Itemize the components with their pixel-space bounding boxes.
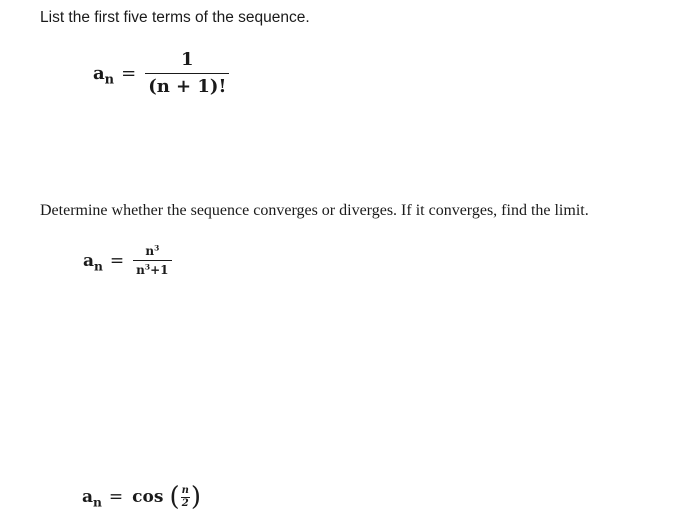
lhs-subscript: n xyxy=(104,72,115,88)
numerator-exponent: 3 xyxy=(154,243,160,253)
sequence-term-label xyxy=(82,487,102,510)
close-paren: ) xyxy=(190,482,202,512)
fraction-denominator xyxy=(133,261,171,279)
fraction-numerator: 1 xyxy=(181,49,194,70)
fraction xyxy=(133,242,171,279)
instruction-converge-diverge: Determine whether the sequence converges or diverges. If it converges, find the limit. xyxy=(40,202,589,219)
equals-sign: = xyxy=(108,487,124,507)
denominator-base: n xyxy=(136,263,145,277)
equals-sign: = xyxy=(109,250,125,271)
fraction-numerator xyxy=(142,242,162,260)
fraction-denominator: (n + 1)! xyxy=(148,76,227,97)
lhs-base: a xyxy=(93,63,105,84)
denominator-tail: +1 xyxy=(150,263,169,277)
sequence-term-label xyxy=(83,251,103,271)
sequence-term-label xyxy=(93,63,115,88)
lhs-base: a xyxy=(83,250,95,271)
equals-sign: = xyxy=(121,63,137,84)
argument-numerator: n xyxy=(181,484,189,496)
lhs-subscript: n xyxy=(94,258,103,273)
sequence-formula-3 xyxy=(82,484,201,510)
sequence-formula-1 xyxy=(93,47,229,100)
sequence-formula-2 xyxy=(83,242,172,279)
open-paren: ( xyxy=(169,482,180,512)
argument-denominator: 2 xyxy=(181,497,189,509)
argument-fraction xyxy=(181,485,190,510)
cosine-function: cos xyxy=(132,487,164,507)
instruction-list-terms: List the first five terms of the sequence. xyxy=(40,9,310,26)
denominator-exponent: 3 xyxy=(144,262,151,272)
lhs-base: a xyxy=(82,487,94,507)
fraction xyxy=(145,47,229,100)
lhs-subscript: n xyxy=(93,495,102,510)
numerator-base: n xyxy=(145,244,155,258)
